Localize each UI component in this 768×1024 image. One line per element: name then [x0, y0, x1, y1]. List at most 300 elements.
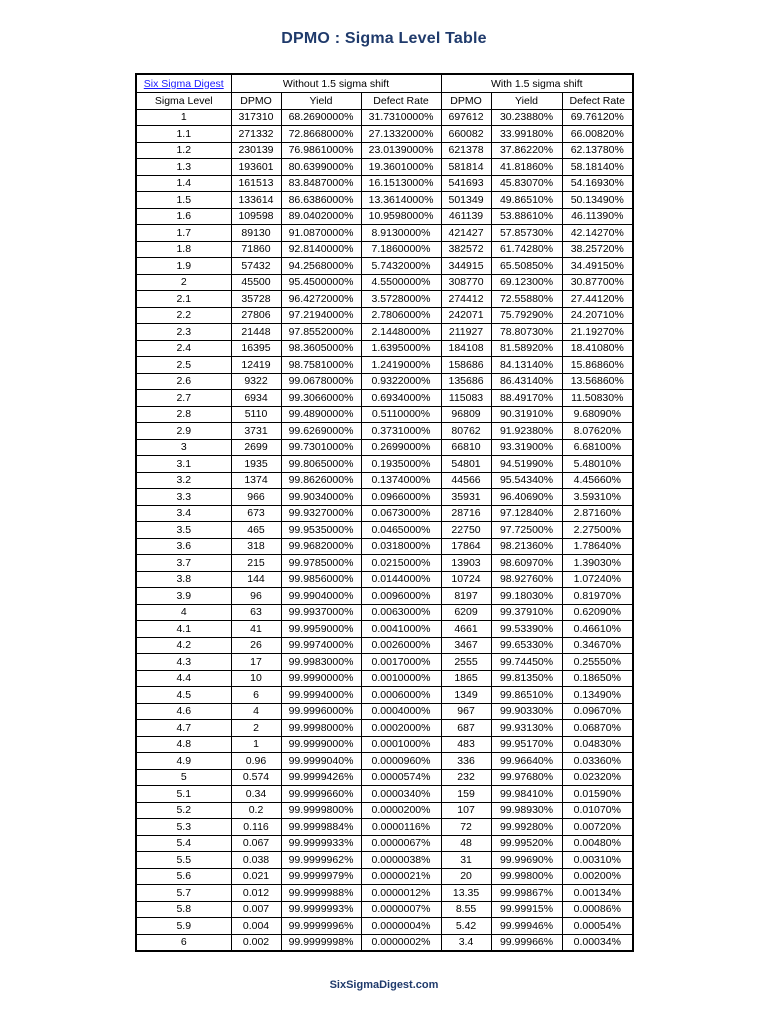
dpmo-with-cell: 242071	[441, 307, 491, 324]
defect-rate-with-cell: 0.09670%	[562, 703, 633, 720]
defect-rate-without-cell: 31.7310000%	[361, 109, 441, 126]
dpmo-with-cell: 8197	[441, 588, 491, 605]
defect-rate-with-cell: 0.00034%	[562, 934, 633, 951]
table-row	[136, 604, 633, 621]
defect-rate-without-cell: 0.0004000%	[361, 703, 441, 720]
dpmo-with-cell: 967	[441, 703, 491, 720]
sigma-level-cell: 2.2	[136, 307, 231, 324]
defect-rate-without-cell: 2.7806000%	[361, 307, 441, 324]
yield-with-cell: 69.12300%	[491, 274, 562, 291]
defect-rate-without-cell: 0.0000960%	[361, 753, 441, 770]
dpmo-with-cell: 13.35	[441, 885, 491, 902]
dpmo-with-cell: 135686	[441, 373, 491, 390]
sigma-level-cell: 3	[136, 439, 231, 456]
yield-with-cell: 94.51990%	[491, 456, 562, 473]
table-row	[136, 357, 633, 374]
dpmo-with-cell: 48	[441, 835, 491, 852]
yield-with-cell: 30.23880%	[491, 109, 562, 126]
defect-rate-without-cell: 0.5110000%	[361, 406, 441, 423]
defect-rate-with-cell: 0.46610%	[562, 621, 633, 638]
sigma-level-cell: 1.2	[136, 142, 231, 159]
table-row	[136, 852, 633, 869]
sigma-level-cell: 4.9	[136, 753, 231, 770]
yield-without-cell: 99.9999933%	[281, 835, 361, 852]
defect-rate-without-cell: 0.0000067%	[361, 835, 441, 852]
defect-rate-without-cell: 13.3614000%	[361, 192, 441, 209]
defect-rate-with-cell: 0.81970%	[562, 588, 633, 605]
yield-with-cell: 97.12840%	[491, 505, 562, 522]
defect-rate-with-cell: 8.07620%	[562, 423, 633, 440]
table-row	[136, 835, 633, 852]
six-sigma-digest-link-cell[interactable]	[136, 74, 231, 93]
defect-rate-without-cell: 0.1935000%	[361, 456, 441, 473]
sigma-level-cell: 3.1	[136, 456, 231, 473]
dpmo-with-cell: 308770	[441, 274, 491, 291]
yield-without-cell: 99.7301000%	[281, 439, 361, 456]
table-row	[136, 406, 633, 423]
dpmo-with-cell: 336	[441, 753, 491, 770]
defect-rate-without-cell: 10.9598000%	[361, 208, 441, 225]
table-row	[136, 703, 633, 720]
dpmo-with-cell: 72	[441, 819, 491, 836]
dpmo-without-cell: 1	[231, 736, 281, 753]
table-row	[136, 621, 633, 638]
sigma-level-cell: 3.7	[136, 555, 231, 572]
yield-with-cell: 75.79290%	[491, 307, 562, 324]
dpmo-without-cell: 96	[231, 588, 281, 605]
dpmo-without-cell: 0.038	[231, 852, 281, 869]
yield-without-cell: 99.4890000%	[281, 406, 361, 423]
yield-without-cell: 86.6386000%	[281, 192, 361, 209]
sigma-level-cell: 4.6	[136, 703, 231, 720]
defect-rate-without-cell: 0.0465000%	[361, 522, 441, 539]
sigma-level-cell: 2.6	[136, 373, 231, 390]
defect-rate-without-cell: 0.9322000%	[361, 373, 441, 390]
yield-with-cell: 90.31910%	[491, 406, 562, 423]
sigma-level-cell: 5.6	[136, 868, 231, 885]
sigma-level-cell: 1.3	[136, 159, 231, 176]
defect-rate-with-cell: 13.56860%	[562, 373, 633, 390]
defect-rate-with-cell: 46.11390%	[562, 208, 633, 225]
defect-rate-with-cell: 27.44120%	[562, 291, 633, 308]
yield-without-cell: 95.4500000%	[281, 274, 361, 291]
yield-without-cell: 99.9327000%	[281, 505, 361, 522]
col-yield-without: Yield	[281, 93, 361, 110]
sigma-level-cell: 1.7	[136, 225, 231, 242]
yield-with-cell: 49.86510%	[491, 192, 562, 209]
yield-without-cell: 99.9999988%	[281, 885, 361, 902]
dpmo-without-cell: 16395	[231, 340, 281, 357]
defect-rate-with-cell: 0.62090%	[562, 604, 633, 621]
page-title: DPMO : Sigma Level Table	[281, 30, 487, 47]
yield-without-cell: 99.9682000%	[281, 538, 361, 555]
sigma-level-cell: 4.7	[136, 720, 231, 737]
dpmo-without-cell: 109598	[231, 208, 281, 225]
defect-rate-with-cell: 2.27500%	[562, 522, 633, 539]
table-row	[136, 307, 633, 324]
sigma-level-cell: 4.1	[136, 621, 231, 638]
table-row	[136, 555, 633, 572]
sigma-level-cell: 3.4	[136, 505, 231, 522]
table-row	[136, 192, 633, 209]
defect-rate-with-cell: 38.25720%	[562, 241, 633, 258]
defect-rate-without-cell: 0.0000116%	[361, 819, 441, 836]
sigma-level-cell: 1.4	[136, 175, 231, 192]
defect-rate-without-cell: 0.0026000%	[361, 637, 441, 654]
yield-without-cell: 99.9904000%	[281, 588, 361, 605]
dpmo-without-cell: 144	[231, 571, 281, 588]
dpmo-without-cell: 10	[231, 670, 281, 687]
defect-rate-with-cell: 0.02320%	[562, 769, 633, 786]
yield-with-cell: 53.88610%	[491, 208, 562, 225]
table-body	[136, 109, 633, 951]
table-row	[136, 390, 633, 407]
defect-rate-with-cell: 6.68100%	[562, 439, 633, 456]
sigma-level-cell: 4.3	[136, 654, 231, 671]
yield-without-cell: 99.8065000%	[281, 456, 361, 473]
yield-without-cell: 68.2690000%	[281, 109, 361, 126]
sigma-level-cell: 5.5	[136, 852, 231, 869]
yield-with-cell: 72.55880%	[491, 291, 562, 308]
sigma-level-cell: 3.9	[136, 588, 231, 605]
sigma-level-cell: 4.8	[136, 736, 231, 753]
defect-rate-without-cell: 0.0000200%	[361, 802, 441, 819]
sigma-level-cell: 2.7	[136, 390, 231, 407]
dpmo-without-cell: 2	[231, 720, 281, 737]
yield-without-cell: 80.6399000%	[281, 159, 361, 176]
yield-without-cell: 99.9999000%	[281, 736, 361, 753]
sigma-level-cell: 2.5	[136, 357, 231, 374]
dpmo-with-cell: 2555	[441, 654, 491, 671]
yield-with-cell: 99.96640%	[491, 753, 562, 770]
sigma-level-cell: 5	[136, 769, 231, 786]
sigma-level-cell: 4.5	[136, 687, 231, 704]
yield-without-cell: 99.9974000%	[281, 637, 361, 654]
sigma-level-cell: 2.9	[136, 423, 231, 440]
sigma-level-cell: 2.1	[136, 291, 231, 308]
dpmo-with-cell: 44566	[441, 472, 491, 489]
dpmo-without-cell: 465	[231, 522, 281, 539]
yield-with-cell: 84.13140%	[491, 357, 562, 374]
yield-without-cell: 99.9999979%	[281, 868, 361, 885]
sigma-level-cell: 1	[136, 109, 231, 126]
dpmo-without-cell: 0.012	[231, 885, 281, 902]
yield-with-cell: 91.92380%	[491, 423, 562, 440]
yield-without-cell: 99.9937000%	[281, 604, 361, 621]
sigma-level-cell: 3.3	[136, 489, 231, 506]
sigma-level-cell: 5.1	[136, 786, 231, 803]
table-row	[136, 258, 633, 275]
col-sigma-level: Sigma Level	[136, 93, 231, 110]
dpmo-with-cell: 20	[441, 868, 491, 885]
table-row	[136, 802, 633, 819]
dpmo-with-cell: 483	[441, 736, 491, 753]
defect-rate-without-cell: 2.1448000%	[361, 324, 441, 341]
defect-rate-with-cell: 54.16930%	[562, 175, 633, 192]
table-row	[136, 324, 633, 341]
yield-without-cell: 83.8487000%	[281, 175, 361, 192]
defect-rate-without-cell: 0.0000340%	[361, 786, 441, 803]
defect-rate-without-cell: 0.0041000%	[361, 621, 441, 638]
defect-rate-with-cell: 1.07240%	[562, 571, 633, 588]
defect-rate-without-cell: 0.0006000%	[361, 687, 441, 704]
defect-rate-with-cell: 5.48010%	[562, 456, 633, 473]
defect-rate-without-cell: 0.6934000%	[361, 390, 441, 407]
defect-rate-without-cell: 0.0215000%	[361, 555, 441, 572]
yield-with-cell: 99.98410%	[491, 786, 562, 803]
table-row	[136, 208, 633, 225]
defect-rate-with-cell: 0.00134%	[562, 885, 633, 902]
dpmo-with-cell: 80762	[441, 423, 491, 440]
dpmo-with-cell: 159	[441, 786, 491, 803]
dpmo-with-cell: 382572	[441, 241, 491, 258]
dpmo-with-cell: 28716	[441, 505, 491, 522]
yield-without-cell: 99.9998000%	[281, 720, 361, 737]
yield-with-cell: 99.99520%	[491, 835, 562, 852]
dpmo-without-cell: 3731	[231, 423, 281, 440]
table-row	[136, 753, 633, 770]
yield-without-cell: 94.2568000%	[281, 258, 361, 275]
table-row	[136, 225, 633, 242]
yield-without-cell: 98.3605000%	[281, 340, 361, 357]
defect-rate-with-cell: 0.01070%	[562, 802, 633, 819]
table-row	[136, 868, 633, 885]
sigma-level-cell: 2	[136, 274, 231, 291]
yield-without-cell: 99.6269000%	[281, 423, 361, 440]
table-row	[136, 588, 633, 605]
sigma-level-cell: 1.6	[136, 208, 231, 225]
yield-without-cell: 99.9999996%	[281, 918, 361, 935]
col-defect-rate-without: Defect Rate	[361, 93, 441, 110]
defect-rate-without-cell: 0.0673000%	[361, 505, 441, 522]
defect-rate-with-cell: 58.18140%	[562, 159, 633, 176]
six-sigma-digest-link[interactable]: Six Sigma Digest	[143, 77, 224, 90]
dpmo-without-cell: 193601	[231, 159, 281, 176]
yield-without-cell: 99.3066000%	[281, 390, 361, 407]
defect-rate-without-cell: 16.1513000%	[361, 175, 441, 192]
yield-without-cell: 99.9999800%	[281, 802, 361, 819]
yield-with-cell: 97.72500%	[491, 522, 562, 539]
dpmo-with-cell: 115083	[441, 390, 491, 407]
dpmo-without-cell: 215	[231, 555, 281, 572]
defect-rate-with-cell: 34.49150%	[562, 258, 633, 275]
table-row	[136, 720, 633, 737]
table-row	[136, 786, 633, 803]
dpmo-without-cell: 0.96	[231, 753, 281, 770]
table-row	[136, 819, 633, 836]
dpmo-without-cell: 71860	[231, 241, 281, 258]
defect-rate-with-cell: 0.25550%	[562, 654, 633, 671]
dpmo-without-cell: 133614	[231, 192, 281, 209]
defect-rate-without-cell: 5.7432000%	[361, 258, 441, 275]
dpmo-without-cell: 12419	[231, 357, 281, 374]
dpmo-with-cell: 621378	[441, 142, 491, 159]
table-row	[136, 670, 633, 687]
group-header-row	[136, 74, 633, 93]
dpmo-with-cell: 4661	[441, 621, 491, 638]
dpmo-with-cell: 35931	[441, 489, 491, 506]
dpmo-with-cell: 687	[441, 720, 491, 737]
sigma-level-cell: 5.3	[136, 819, 231, 836]
yield-with-cell: 99.90330%	[491, 703, 562, 720]
table-row	[136, 439, 633, 456]
yield-with-cell: 96.40690%	[491, 489, 562, 506]
sigma-level-cell: 4.2	[136, 637, 231, 654]
defect-rate-without-cell: 0.0000574%	[361, 769, 441, 786]
yield-without-cell: 99.9999040%	[281, 753, 361, 770]
yield-without-cell: 91.0870000%	[281, 225, 361, 242]
dpmo-without-cell: 318	[231, 538, 281, 555]
dpmo-without-cell: 161513	[231, 175, 281, 192]
sigma-level-table	[135, 73, 634, 952]
table-row	[136, 109, 633, 126]
yield-with-cell: 98.21360%	[491, 538, 562, 555]
dpmo-with-cell: 5.42	[441, 918, 491, 935]
table-row	[136, 159, 633, 176]
defect-rate-with-cell: 18.41080%	[562, 340, 633, 357]
sigma-level-cell: 1.8	[136, 241, 231, 258]
yield-without-cell: 99.9983000%	[281, 654, 361, 671]
defect-rate-with-cell: 21.19270%	[562, 324, 633, 341]
defect-rate-without-cell: 0.3731000%	[361, 423, 441, 440]
dpmo-with-cell: 31	[441, 852, 491, 869]
dpmo-without-cell: 0.2	[231, 802, 281, 819]
yield-without-cell: 96.4272000%	[281, 291, 361, 308]
defect-rate-without-cell: 0.0000007%	[361, 901, 441, 918]
defect-rate-without-cell: 0.0096000%	[361, 588, 441, 605]
defect-rate-with-cell: 0.00086%	[562, 901, 633, 918]
yield-with-cell: 88.49170%	[491, 390, 562, 407]
sigma-level-cell: 1.1	[136, 126, 231, 143]
yield-with-cell: 99.18030%	[491, 588, 562, 605]
table-row	[136, 885, 633, 902]
dpmo-without-cell: 271332	[231, 126, 281, 143]
defect-rate-without-cell: 0.0000012%	[361, 885, 441, 902]
yield-without-cell: 72.8668000%	[281, 126, 361, 143]
defect-rate-without-cell: 8.9130000%	[361, 225, 441, 242]
table-row	[136, 274, 633, 291]
yield-without-cell: 99.9996000%	[281, 703, 361, 720]
group-without-shift: Without 1.5 sigma shift	[231, 74, 441, 93]
col-dpmo-without: DPMO	[231, 93, 281, 110]
yield-with-cell: 99.97680%	[491, 769, 562, 786]
defect-rate-with-cell: 0.34670%	[562, 637, 633, 654]
defect-rate-with-cell: 69.76120%	[562, 109, 633, 126]
yield-with-cell: 98.60970%	[491, 555, 562, 572]
defect-rate-with-cell: 1.39030%	[562, 555, 633, 572]
defect-rate-without-cell: 0.0000038%	[361, 852, 441, 869]
yield-with-cell: 99.99915%	[491, 901, 562, 918]
defect-rate-without-cell: 1.6395000%	[361, 340, 441, 357]
yield-without-cell: 99.9999993%	[281, 901, 361, 918]
col-dpmo-with: DPMO	[441, 93, 491, 110]
defect-rate-with-cell: 0.00054%	[562, 918, 633, 935]
defect-rate-without-cell: 0.0001000%	[361, 736, 441, 753]
dpmo-without-cell: 0.007	[231, 901, 281, 918]
defect-rate-with-cell: 0.00310%	[562, 852, 633, 869]
defect-rate-with-cell: 42.14270%	[562, 225, 633, 242]
yield-with-cell: 99.99280%	[491, 819, 562, 836]
dpmo-without-cell: 17	[231, 654, 281, 671]
dpmo-without-cell: 0.574	[231, 769, 281, 786]
table-row	[136, 654, 633, 671]
dpmo-with-cell: 541693	[441, 175, 491, 192]
dpmo-with-cell: 344915	[441, 258, 491, 275]
yield-with-cell: 57.85730%	[491, 225, 562, 242]
dpmo-without-cell: 6	[231, 687, 281, 704]
defect-rate-without-cell: 0.0318000%	[361, 538, 441, 555]
dpmo-with-cell: 660082	[441, 126, 491, 143]
dpmo-with-cell: 697612	[441, 109, 491, 126]
sigma-level-cell: 3.5	[136, 522, 231, 539]
table-row	[136, 736, 633, 753]
yield-with-cell: 33.99180%	[491, 126, 562, 143]
yield-without-cell: 99.9959000%	[281, 621, 361, 638]
dpmo-with-cell: 232	[441, 769, 491, 786]
sigma-level-cell: 5.4	[136, 835, 231, 852]
defect-rate-with-cell: 0.13490%	[562, 687, 633, 704]
defect-rate-with-cell: 0.00720%	[562, 819, 633, 836]
dpmo-with-cell: 421427	[441, 225, 491, 242]
col-yield-with: Yield	[491, 93, 562, 110]
defect-rate-with-cell: 30.87700%	[562, 274, 633, 291]
table-row	[136, 538, 633, 555]
dpmo-with-cell: 54801	[441, 456, 491, 473]
yield-with-cell: 37.86220%	[491, 142, 562, 159]
yield-without-cell: 99.8626000%	[281, 472, 361, 489]
defect-rate-with-cell: 3.59310%	[562, 489, 633, 506]
yield-with-cell: 95.54340%	[491, 472, 562, 489]
yield-without-cell: 99.9994000%	[281, 687, 361, 704]
dpmo-without-cell: 89130	[231, 225, 281, 242]
yield-with-cell: 99.99867%	[491, 885, 562, 902]
yield-without-cell: 99.9999426%	[281, 769, 361, 786]
sigma-level-cell: 2.8	[136, 406, 231, 423]
dpmo-with-cell: 501349	[441, 192, 491, 209]
yield-without-cell: 98.7581000%	[281, 357, 361, 374]
dpmo-with-cell: 6209	[441, 604, 491, 621]
table-row	[136, 291, 633, 308]
yield-without-cell: 97.8552000%	[281, 324, 361, 341]
dpmo-with-cell: 158686	[441, 357, 491, 374]
sigma-level-cell: 3.8	[136, 571, 231, 588]
dpmo-with-cell: 1865	[441, 670, 491, 687]
group-with-shift: With 1.5 sigma shift	[441, 74, 633, 93]
dpmo-without-cell: 0.002	[231, 934, 281, 951]
sigma-level-cell: 6	[136, 934, 231, 951]
yield-without-cell: 89.0402000%	[281, 208, 361, 225]
table-row	[136, 918, 633, 935]
table-row	[136, 505, 633, 522]
defect-rate-without-cell: 27.1332000%	[361, 126, 441, 143]
dpmo-without-cell: 27806	[231, 307, 281, 324]
dpmo-without-cell: 1374	[231, 472, 281, 489]
sigma-level-cell: 2.3	[136, 324, 231, 341]
sigma-level-cell: 4	[136, 604, 231, 621]
table-row	[136, 522, 633, 539]
table-row	[136, 175, 633, 192]
yield-without-cell: 99.9999884%	[281, 819, 361, 836]
defect-rate-without-cell: 1.2419000%	[361, 357, 441, 374]
dpmo-with-cell: 274412	[441, 291, 491, 308]
yield-with-cell: 65.50850%	[491, 258, 562, 275]
yield-without-cell: 99.9999660%	[281, 786, 361, 803]
defect-rate-without-cell: 23.0139000%	[361, 142, 441, 159]
defect-rate-without-cell: 0.0002000%	[361, 720, 441, 737]
yield-with-cell: 98.92760%	[491, 571, 562, 588]
dpmo-with-cell: 184108	[441, 340, 491, 357]
defect-rate-with-cell: 2.87160%	[562, 505, 633, 522]
